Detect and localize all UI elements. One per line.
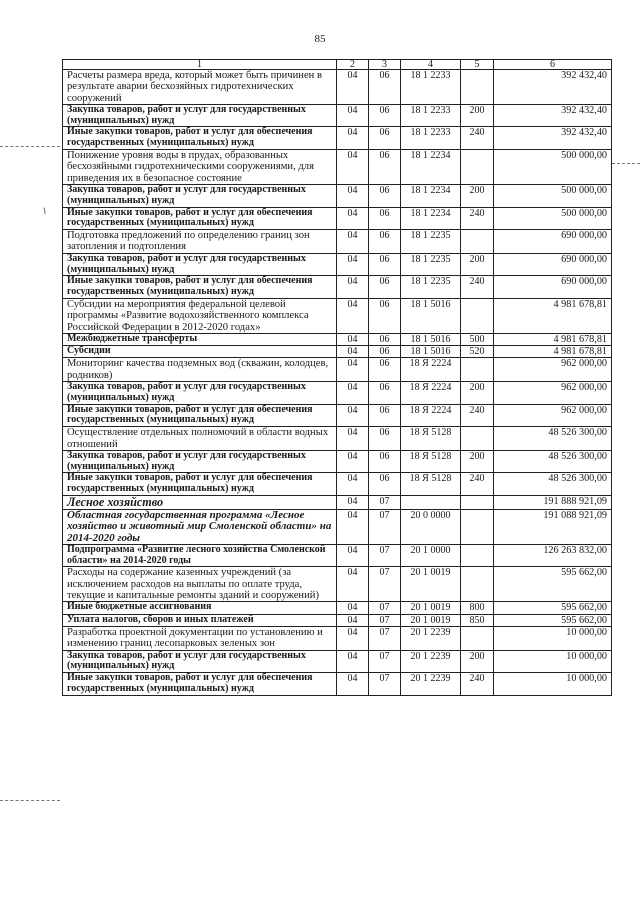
header-cell: 4: [401, 60, 461, 70]
subsection-code: 06: [369, 473, 401, 496]
target-article-code: 18 1 5016: [401, 298, 461, 333]
amount: 962 000,00: [494, 404, 612, 427]
item-name: Иные закупки товаров, работ и услуг для обеспечения государственных (муниципальных) нужд: [63, 404, 337, 427]
target-article-code: 18 1 2234: [401, 184, 461, 207]
expense-type-code: [461, 495, 494, 509]
target-article-code: 18 1 5016: [401, 333, 461, 345]
item-name: Иные закупки товаров, работ и услуг для обеспечения государственных (муниципальных) нужд: [63, 673, 337, 696]
item-name: Закупка товаров, работ и услуг для государственных (муниципальных) нужд: [63, 184, 337, 207]
item-name: Иные закупки товаров, работ и услуг для обеспечения государственных (муниципальных) нужд: [63, 473, 337, 496]
expense-type-code: 520: [461, 346, 494, 358]
item-name: Закупка товаров, работ и услуг для государственных (муниципальных) нужд: [63, 382, 337, 405]
amount: 595 662,00: [494, 567, 612, 602]
table-row: [63, 104, 612, 127]
subsection-code: 06: [369, 450, 401, 473]
table-row: [63, 614, 612, 626]
amount: 10 000,00: [494, 650, 612, 673]
subsection-code: 06: [369, 230, 401, 254]
expense-type-code: 200: [461, 650, 494, 673]
section-code: 04: [337, 382, 369, 405]
amount: 48 526 300,00: [494, 427, 612, 451]
item-name: Закупка товаров, работ и услуг для государственных (муниципальных) нужд: [63, 104, 337, 127]
header-cell: 3: [369, 60, 401, 70]
subsection-code: 07: [369, 509, 401, 544]
scan-line-left: [0, 146, 60, 147]
expense-type-code: 200: [461, 382, 494, 405]
table-row: [63, 650, 612, 673]
item-name: Расходы на содержание казенных учреждений (за исключением расходов на выплаты по оплате труда, текущие и капитальные ремонты зданий и сооружений): [63, 567, 337, 602]
target-article-code: 18 Я 5128: [401, 450, 461, 473]
subsection-code: 06: [369, 427, 401, 451]
item-name: Закупка товаров, работ и услуг для государственных (муниципальных) нужд: [63, 650, 337, 673]
subsection-code: 06: [369, 207, 401, 230]
amount: 690 000,00: [494, 253, 612, 276]
expense-type-code: [461, 509, 494, 544]
amount: 4 981 678,81: [494, 333, 612, 345]
subsection-code: 07: [369, 650, 401, 673]
section-code: 04: [337, 673, 369, 696]
expense-type-code: 500: [461, 333, 494, 345]
subsection-code: 07: [369, 614, 401, 626]
subsection-code: 06: [369, 358, 401, 382]
target-article-code: 18 1 2235: [401, 230, 461, 254]
table-row: [63, 346, 612, 358]
margin-mark: ١: [42, 206, 48, 217]
amount: 595 662,00: [494, 614, 612, 626]
target-article-code: 18 1 5016: [401, 346, 461, 358]
subsection-code: 07: [369, 544, 401, 567]
expense-type-code: 850: [461, 614, 494, 626]
section-code: 04: [337, 650, 369, 673]
table-row: [63, 358, 612, 382]
table-header-row: [63, 60, 612, 70]
amount: 48 526 300,00: [494, 450, 612, 473]
section-code: 04: [337, 404, 369, 427]
table-row: [63, 473, 612, 496]
header-cell: 1: [63, 60, 337, 70]
target-article-code: 18 1 2234: [401, 150, 461, 185]
table-row: [63, 298, 612, 333]
expense-type-code: 240: [461, 404, 494, 427]
table-row: [63, 70, 612, 105]
item-name: Подготовка предложений по определению границ зон затопления и подтопления: [63, 230, 337, 254]
amount: 48 526 300,00: [494, 473, 612, 496]
target-article-code: 18 1 2235: [401, 276, 461, 299]
table-row: [63, 382, 612, 405]
table-row: [63, 404, 612, 427]
expense-type-code: 240: [461, 207, 494, 230]
table-row: [63, 427, 612, 451]
target-article-code: 18 1 2233: [401, 127, 461, 150]
target-article-code: 18 Я 5128: [401, 427, 461, 451]
target-article-code: 20 1 0019: [401, 567, 461, 602]
expense-type-code: [461, 626, 494, 650]
subsection-code: 06: [369, 298, 401, 333]
target-article-code: 18 Я 2224: [401, 358, 461, 382]
section-code: 04: [337, 230, 369, 254]
amount: 392 432,40: [494, 127, 612, 150]
expense-type-code: 200: [461, 450, 494, 473]
subsection-code: 06: [369, 382, 401, 405]
scan-line-right: [612, 163, 640, 164]
target-article-code: 18 1 2234: [401, 207, 461, 230]
amount: 191 888 921,09: [494, 495, 612, 509]
subsection-code: 06: [369, 127, 401, 150]
section-code: 04: [337, 567, 369, 602]
subsection-code: 06: [369, 333, 401, 345]
target-article-code: 18 1 2233: [401, 104, 461, 127]
section-code: 04: [337, 70, 369, 105]
expense-type-code: 200: [461, 104, 494, 127]
subsection-code: 06: [369, 253, 401, 276]
item-name: Разработка проектной документации по установлению и изменению границ лесопарковых зеленых зон: [63, 626, 337, 650]
expense-type-code: [461, 230, 494, 254]
amount: 10 000,00: [494, 626, 612, 650]
section-code: 04: [337, 207, 369, 230]
table-row: [63, 253, 612, 276]
section-code: 04: [337, 450, 369, 473]
item-name: Осуществление отдельных полномочий в области водных отношений: [63, 427, 337, 451]
section-code: 04: [337, 495, 369, 509]
item-name: Иные бюджетные ассигнования: [63, 602, 337, 614]
table-row: [63, 150, 612, 185]
section-code: 04: [337, 253, 369, 276]
amount: 595 662,00: [494, 602, 612, 614]
table-row: [63, 230, 612, 254]
expense-type-code: [461, 567, 494, 602]
subsection-code: 07: [369, 602, 401, 614]
target-article-code: 18 Я 2224: [401, 382, 461, 405]
expense-type-code: 200: [461, 253, 494, 276]
section-code: 04: [337, 358, 369, 382]
header-cell: 6: [494, 60, 612, 70]
item-name: Иные закупки товаров, работ и услуг для обеспечения государственных (муниципальных) нужд: [63, 127, 337, 150]
table-row: [63, 509, 612, 544]
item-name: Подпрограмма «Развитие лесного хозяйства Смоленской области» на 2014-2020 годы: [63, 544, 337, 567]
subsection-code: 07: [369, 567, 401, 602]
section-code: 04: [337, 473, 369, 496]
table-row: [63, 567, 612, 602]
item-name: Субсидии на мероприятия федеральной целевой программы «Развитие водохозяйственного комплекса Российской Федерации в 2012-2020 годах»: [63, 298, 337, 333]
table-row: [63, 184, 612, 207]
item-name: Субсидии: [63, 346, 337, 358]
table-body: [63, 60, 612, 696]
amount: 690 000,00: [494, 230, 612, 254]
subsection-code: 07: [369, 673, 401, 696]
expense-type-code: 240: [461, 473, 494, 496]
expense-type-code: [461, 70, 494, 105]
target-article-code: 20 1 0000: [401, 544, 461, 567]
subsection-code: 06: [369, 276, 401, 299]
item-name: Понижение уровня воды в прудах, образованных бесхозяйными гидротехническими сооружениями, для приведения их в безопасное состояние: [63, 150, 337, 185]
section-code: 04: [337, 184, 369, 207]
section-code: 04: [337, 509, 369, 544]
amount: 500 000,00: [494, 184, 612, 207]
target-article-code: 20 0 0000: [401, 509, 461, 544]
section-code: 04: [337, 150, 369, 185]
table-row: [63, 544, 612, 567]
item-name: Закупка товаров, работ и услуг для государственных (муниципальных) нужд: [63, 450, 337, 473]
expense-type-code: [461, 427, 494, 451]
header-cell: 2: [337, 60, 369, 70]
item-name: Закупка товаров, работ и услуг для государственных (муниципальных) нужд: [63, 253, 337, 276]
table-row: [63, 495, 612, 509]
target-article-code: 20 1 2239: [401, 626, 461, 650]
amount: 10 000,00: [494, 673, 612, 696]
item-name: Уплата налогов, сборов и иных платежей: [63, 614, 337, 626]
subsection-code: 06: [369, 184, 401, 207]
expense-type-code: 240: [461, 673, 494, 696]
amount: 191 088 921,09: [494, 509, 612, 544]
table-row: [63, 333, 612, 345]
subsection-code: 06: [369, 70, 401, 105]
item-name: Мониторинг качества подземных вод (скважин, колодцев, родников): [63, 358, 337, 382]
item-name: Областная государственная программа «Лесное хозяйство и животный мир Смоленской области» на 2014-2020 годы: [63, 509, 337, 544]
target-article-code: 20 1 2239: [401, 673, 461, 696]
item-name: Иные закупки товаров, работ и услуг для обеспечения государственных (муниципальных) нужд: [63, 276, 337, 299]
subsection-code: 07: [369, 495, 401, 509]
section-code: 04: [337, 298, 369, 333]
target-article-code: 20 1 2239: [401, 650, 461, 673]
expense-type-code: [461, 298, 494, 333]
budget-table: [62, 59, 612, 696]
target-article-code: 20 1 0019: [401, 614, 461, 626]
section-code: 04: [337, 614, 369, 626]
table-row: [63, 276, 612, 299]
subsection-code: 06: [369, 104, 401, 127]
section-code: 04: [337, 346, 369, 358]
target-article-code: 18 1 2235: [401, 253, 461, 276]
section-code: 04: [337, 127, 369, 150]
table-row: [63, 127, 612, 150]
table-row: [63, 673, 612, 696]
expense-type-code: 240: [461, 127, 494, 150]
section-code: 04: [337, 333, 369, 345]
amount: 690 000,00: [494, 276, 612, 299]
section-code: 04: [337, 427, 369, 451]
amount: 4 981 678,81: [494, 298, 612, 333]
item-name: Иные закупки товаров, работ и услуг для обеспечения государственных (муниципальных) нужд: [63, 207, 337, 230]
amount: 392 432,40: [494, 104, 612, 127]
amount: 4 981 678,81: [494, 346, 612, 358]
amount: 126 263 832,00: [494, 544, 612, 567]
amount: 962 000,00: [494, 382, 612, 405]
item-name: Межбюджетные трансферты: [63, 333, 337, 345]
target-article-code: 18 Я 2224: [401, 404, 461, 427]
section-code: 04: [337, 276, 369, 299]
table-row: [63, 450, 612, 473]
item-name: Лесное хозяйство: [63, 495, 337, 509]
expense-type-code: [461, 150, 494, 185]
amount: 500 000,00: [494, 207, 612, 230]
expense-type-code: 240: [461, 276, 494, 299]
amount: 962 000,00: [494, 358, 612, 382]
expense-type-code: [461, 358, 494, 382]
amount: 392 432,40: [494, 70, 612, 105]
expense-type-code: [461, 544, 494, 567]
subsection-code: 06: [369, 404, 401, 427]
item-name: Расчеты размера вреда, который может быть причинен в результате аварии бесхозяйных гидротехнических сооружений: [63, 70, 337, 105]
section-code: 04: [337, 626, 369, 650]
target-article-code: [401, 495, 461, 509]
target-article-code: 18 1 2233: [401, 70, 461, 105]
target-article-code: 20 1 0019: [401, 602, 461, 614]
section-code: 04: [337, 104, 369, 127]
target-article-code: 18 Я 5128: [401, 473, 461, 496]
section-code: 04: [337, 544, 369, 567]
scan-line-left-lower: [0, 800, 60, 801]
page-number: 85: [314, 33, 326, 45]
table-row: [63, 207, 612, 230]
table-row: [63, 602, 612, 614]
subsection-code: 06: [369, 150, 401, 185]
subsection-code: 06: [369, 346, 401, 358]
section-code: 04: [337, 602, 369, 614]
amount: 500 000,00: [494, 150, 612, 185]
subsection-code: 07: [369, 626, 401, 650]
table-row: [63, 626, 612, 650]
expense-type-code: 200: [461, 184, 494, 207]
expense-type-code: 800: [461, 602, 494, 614]
header-cell: 5: [461, 60, 494, 70]
